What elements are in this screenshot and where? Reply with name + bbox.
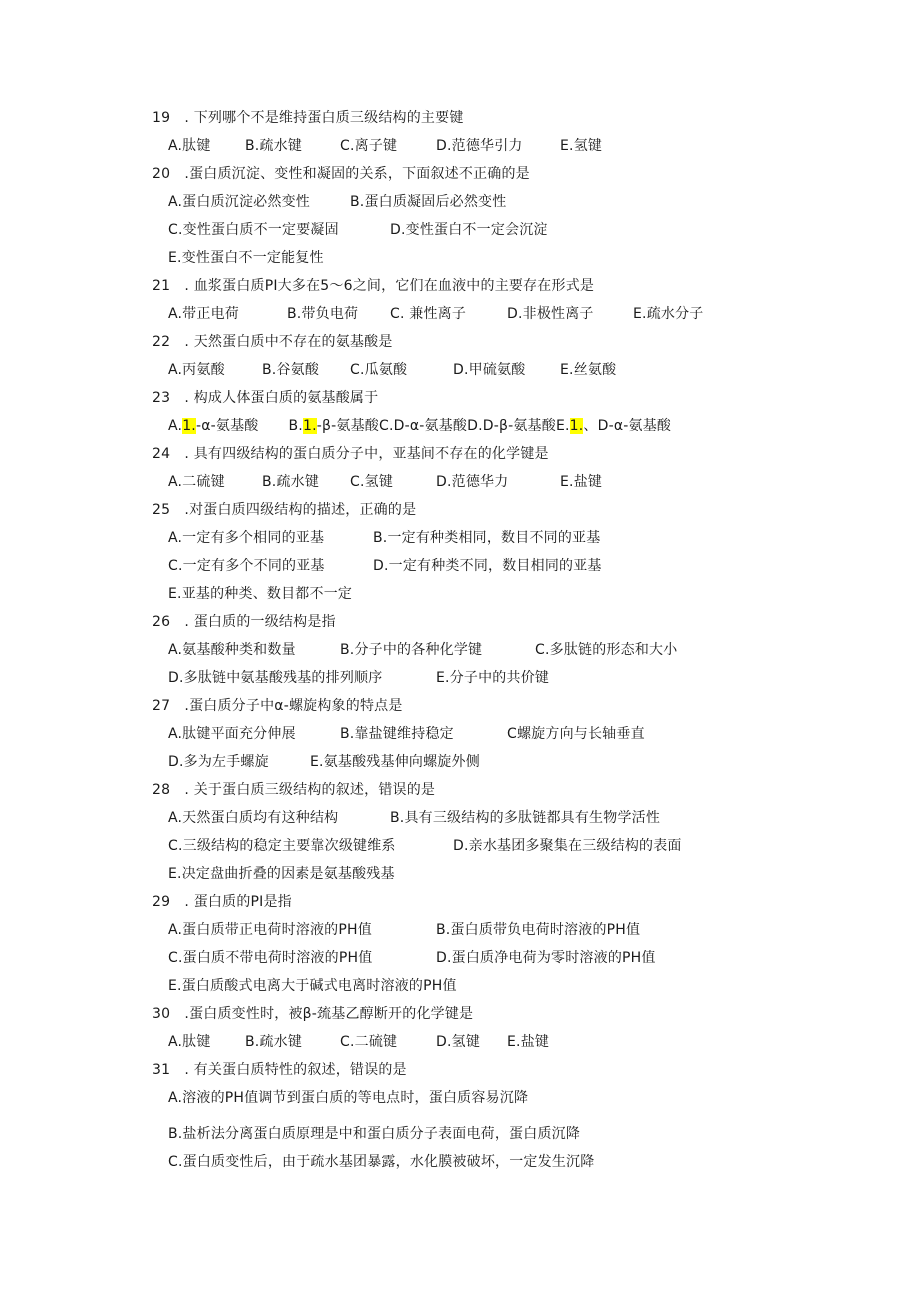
question-20-option-c: C.变性蛋白质不一定要凝固 <box>168 222 339 238</box>
question-23-option-a-label: A. <box>168 418 183 434</box>
question-26-option-d: D.多肽链中氨基酸残基的排列顺序 <box>168 670 383 686</box>
question-19-option-c: C.离子键 <box>340 138 398 154</box>
question-28-option-a: A.天然蛋白质均有这种结构 <box>168 810 339 826</box>
question-25-option-b: B.一定有种类相同，数目不同的亚基 <box>373 530 601 546</box>
question-23-stem: 23 . 构成人体蛋白质的氨基酸属于 <box>152 390 379 406</box>
question-22-option-d: D.甲硫氨酸 <box>453 362 526 378</box>
question-29-option-c: C.蛋白质不带电荷时溶液的PH值 <box>168 950 373 966</box>
question-23-option-b-label: B. <box>288 418 303 434</box>
question-24-option-e: E.盐键 <box>560 474 603 490</box>
question-26-option-e: E.分子中的共价键 <box>436 670 550 686</box>
question-22-option-b: B.谷氨酸 <box>262 362 320 378</box>
question-19-stem: 19 . 下列哪个不是维持蛋白质三级结构的主要键 <box>152 110 464 126</box>
question-26-option-a: A.氨基酸种类和数量 <box>168 642 296 658</box>
question-24-stem: 24 . 具有四级结构的蛋白质分子中，亚基间不存在的化学键是 <box>152 446 549 462</box>
question-21-option-b: B.带负电荷 <box>287 306 359 322</box>
question-24-option-b: B.疏水键 <box>262 474 320 490</box>
question-31-option-b: B.盐析法分离蛋白质原理是中和蛋白质分子表面电荷，蛋白质沉降 <box>168 1126 581 1142</box>
question-28-option-c: C.三级结构的稳定主要靠次级键维系 <box>168 838 396 854</box>
question-30-option-a: A.肽键 <box>168 1034 211 1050</box>
question-23-option-e-text: 、D-α-氨基酸 <box>583 418 672 434</box>
question-27-option-c: C螺旋方向与长轴垂直 <box>507 726 645 742</box>
question-30-option-d: D.氢键 <box>436 1034 481 1050</box>
question-22-stem: 22 . 天然蛋白质中不存在的氨基酸是 <box>152 334 393 350</box>
question-25-stem: 25 .对蛋白质四级结构的描述，正确的是 <box>152 502 417 518</box>
question-21-option-a: A.带正电荷 <box>168 306 239 322</box>
question-24-option-c: C.氢键 <box>350 474 394 490</box>
question-20-option-e: E.变性蛋白不一定能复性 <box>168 250 324 266</box>
question-21-option-c: C. 兼性离子 <box>390 306 467 322</box>
question-23-options <box>168 417 671 435</box>
question-19-option-e: E.氢键 <box>560 138 603 154</box>
question-19-option-a: A.肽键 <box>168 138 211 154</box>
question-29-option-d: D.蛋白质净电荷为零时溶液的PH值 <box>436 950 656 966</box>
question-27-option-b: B.靠盐键维持稳定 <box>340 726 454 742</box>
question-20-option-b: B.蛋白质凝固后必然变性 <box>350 194 507 210</box>
question-22-option-c: C.瓜氨酸 <box>350 362 408 378</box>
question-28-option-d: D.亲水基团多聚集在三级结构的表面 <box>453 838 682 854</box>
question-27-stem: 27 .蛋白质分子中α-螺旋构象的特点是 <box>152 698 403 714</box>
question-30-option-c: C.二硫键 <box>340 1034 398 1050</box>
question-24-option-a: A.二硫键 <box>168 474 225 490</box>
question-25-option-c: C.一定有多个不同的亚基 <box>168 558 325 574</box>
question-22-option-a: A.丙氨酸 <box>168 362 225 378</box>
question-28-option-b: B.具有三级结构的多肽链都具有生物学活性 <box>390 810 661 826</box>
question-29-stem: 29 . 蛋白质的PI是指 <box>152 894 292 910</box>
question-19-option-b: B.疏水键 <box>245 138 303 154</box>
question-21-option-d: D.非极性离子 <box>507 306 594 322</box>
question-28-option-e: E.决定盘曲折叠的因素是氨基酸残基 <box>168 866 395 882</box>
question-23-option-a-highlight: 1. <box>182 418 196 434</box>
question-31-option-a: A.溶液的PH值调节到蛋白质的等电点时，蛋白质容易沉降 <box>168 1090 529 1106</box>
question-31-option-c: C.蛋白质变性后，由于疏水基团暴露，水化膜被破坏，一定发生沉降 <box>168 1154 595 1170</box>
question-29-option-b: B.蛋白质带负电荷时溶液的PH值 <box>436 922 641 938</box>
question-25-option-e: E.亚基的种类、数目都不一定 <box>168 586 353 602</box>
question-30-option-e: E.盐键 <box>507 1034 550 1050</box>
question-30-stem: 30 .蛋白质变性时，被β-巯基乙醇断开的化学键是 <box>152 1006 474 1022</box>
question-23-option-b-highlight: 1. <box>302 418 317 434</box>
question-23-option-a-text: -α-氨基酸 <box>195 418 259 434</box>
question-21-stem: 21 . 血浆蛋白质PI大多在5～6之间，它们在血液中的主要存在形式是 <box>152 278 595 294</box>
question-30-option-b: B.疏水键 <box>245 1034 303 1050</box>
question-23-option-e-highlight: 1. <box>569 418 584 434</box>
question-22-option-e: E.丝氨酸 <box>560 362 617 378</box>
question-29-option-e: E.蛋白质酸式电离大于碱式电离时溶液的PH值 <box>168 978 457 994</box>
question-20-option-a: A.蛋白质沉淀必然变性 <box>168 194 310 210</box>
question-31-stem: 31 . 有关蛋白质特性的叙述，错误的是 <box>152 1062 407 1078</box>
question-25-option-a: A.一定有多个相同的亚基 <box>168 530 325 546</box>
question-29-option-a: A.蛋白质带正电荷时溶液的PH值 <box>168 922 372 938</box>
question-25-option-d: D.一定有种类不同，数目相同的亚基 <box>373 558 602 574</box>
question-24-option-d: D.范德华力 <box>436 474 509 490</box>
question-20-stem: 20 .蛋白质沉淀、变性和凝固的关系，下面叙述不正确的是 <box>152 166 530 182</box>
question-26-option-b: B.分子中的各种化学键 <box>340 642 483 658</box>
question-19-option-d: D.范德华引力 <box>436 138 523 154</box>
question-26-option-c: C.多肽链的形态和大小 <box>535 642 678 658</box>
question-27-option-d: D.多为左手螺旋 <box>168 754 269 770</box>
question-27-option-a: A.肽键平面充分伸展 <box>168 726 296 742</box>
question-20-option-d: D.变性蛋白不一定会沉淀 <box>390 222 548 238</box>
question-21-option-e: E.疏水分子 <box>633 306 704 322</box>
question-27-option-e: E.氨基酸残基伸向螺旋外侧 <box>310 754 480 770</box>
question-26-stem: 26 . 蛋白质的一级结构是指 <box>152 614 336 630</box>
question-23-option-b-text: -β-氨基酸C.D-α-氨基酸D.D-β-氨基酸E. <box>316 418 570 434</box>
question-28-stem: 28 . 关于蛋白质三级结构的叙述，错误的是 <box>152 782 436 798</box>
